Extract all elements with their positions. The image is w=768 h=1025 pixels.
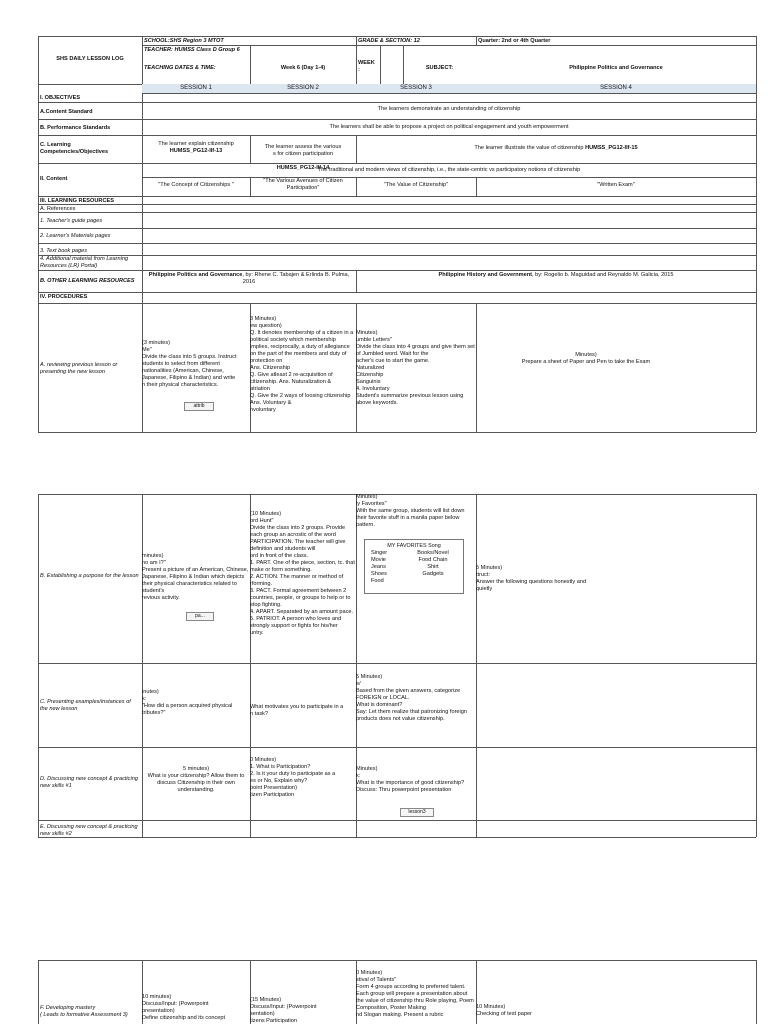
other-right-rest: , by: Rogelio b. Maguidad and Reynaldo M. Galicia, 2015: [532, 272, 674, 278]
favorites-item: Shirt: [427, 564, 439, 570]
other-resources-left: [142, 272, 356, 290]
procedure-f-s1: 10 minutes) Discuss/Input: (Powerpoint presentation) Define citizenship and its concept: [142, 994, 226, 1021]
textbook-label: 3. Text book pages: [40, 248, 88, 254]
procedure-d-s3: Minutes) k: What is the importance of good citizenship? Discuss: Thru powerpoint presentation: [356, 766, 465, 793]
procedure-b-s1: minutes) no am I?" Present a picture of an American, Chinese, Japanese, Filipino & Indian which depicts their physical characteristics related to student's revious activity.: [142, 553, 249, 601]
other-left-rest: , by: Rhene C. Tabajen & Erlinda B. Pulma, 2016: [242, 272, 350, 285]
favorites-col2: [405, 550, 461, 578]
learners-materials-label: 2. Learner's Materials pages: [40, 233, 111, 239]
favorites-item: Books/Novel: [417, 550, 449, 556]
procedure-b-label: B. Establishing a purpose for the lesson: [40, 573, 139, 579]
competency-s1-text: The learner explain citizenship: [158, 141, 234, 147]
session-3-header: SESSION 3: [356, 84, 476, 93]
procedure-b-s2: (10 Minutes) ord Hunt" Divide the class into 2 groups. Provide each group an acrostic of the word PARTICIPATION. The teacher will give definition and students will ord in front of the class. 1. PART. One of the piece, section, tc. that make or form something. 2. ACTION. The manner or method of rforming. 3. PACT. Formal agreement between 2 countries, people, or groups to help or to stop fighting. 4. APART. Separated by an amount pace. 5. PATRIOT. A person who loves and strongly support or fights for his/her untry.: [250, 511, 355, 636]
competency-s1: [142, 141, 250, 159]
resources-heading: III. LEARNING RESOURCES: [40, 198, 114, 204]
content-s1: "The Concept of Citizenships ": [158, 182, 234, 188]
other-right-title: Philippine History and Government: [438, 272, 533, 278]
competency-s3-text: The learner illustrate the value of citizenship: [474, 145, 584, 151]
other-left-title: Philippine Politics and Governance: [148, 272, 243, 278]
competency-s2: [250, 137, 356, 171]
content-s4: "Written Exam": [597, 182, 635, 188]
competency-s1-code: HUMSS_PG12-IIf-13: [169, 148, 223, 154]
content-overview: The traditional and modern views of citizenship, i.e., the state-centric vs participatory notions of citizenship: [317, 167, 581, 173]
dates-value: Week 6 (Day 1-4): [280, 65, 326, 71]
session-4-header: SESSION 4: [476, 84, 756, 93]
favorites-title: MY FAVORITES Song: [387, 543, 441, 549]
subject-value: Philippine Politics and Governance: [569, 65, 663, 71]
content-label: II. Content: [40, 176, 68, 182]
procedure-b-s4: 5 Minutes) ttruct: Answer the following questions honestly and quietly: [476, 565, 587, 592]
competency-label: C. Learning Competencies/Objectives: [40, 142, 109, 155]
competency-s3: [356, 145, 756, 155]
procedure-d-label: D. Discussing new concept & practicing new skills #1: [40, 776, 138, 789]
content-standard-value: The learners demonstrate an understanding of citizenship: [377, 106, 521, 112]
favorites-box: [364, 539, 464, 594]
competency-s3-code: HUMSS_PG12-IIf-15: [585, 145, 638, 151]
week-label: WEEK :: [358, 60, 375, 73]
other-resources-right: [356, 272, 756, 290]
favorites-item: Movie: [371, 557, 386, 563]
content-standard-label: A.Content Standard: [40, 109, 93, 115]
procedure-f-s3: 0 Minutes) stival of Talents" Form 4 groups according to preferred talent. Each group will prepare a presentation about the value of citizenship thru Role playing, Poem Composition, Poster Making nd Slogan making. Present a rubric: [356, 970, 474, 1018]
lesson3-button[interactable]: lesson3: [400, 808, 434, 817]
competency-s2-code: HUMSS_PG12-IIf-14: [276, 165, 330, 171]
performance-standard-label: B. Performance Standards: [40, 125, 111, 131]
procedure-a-label: A. reviewing previous lesson or presenting the new lesson: [40, 362, 118, 375]
favorites-item: Singer: [371, 550, 388, 556]
subject-label: SUBJECT:: [425, 65, 454, 71]
procedure-f-s4: 10 Minutes) Checking of test paper: [476, 1004, 532, 1017]
objectives-heading: I. OBJECTIVES: [40, 95, 81, 101]
performance-standard-value: The learners shall be able to propose a project on political engagement and youth empowerment: [329, 124, 569, 130]
competency-s2-text: The learner assess the various s for citizen participation: [264, 144, 342, 157]
procedure-e-label: E. Discussing new concept & practicing new skills #2: [40, 824, 138, 837]
procedure-d-s1: 5 minutes) What is your citizenship? Allow them to discuss Citizenship in their own understanding.: [147, 766, 245, 793]
quarter-field: Quarter: 2nd or 4th Quarter: [478, 38, 551, 44]
attrib-button[interactable]: attrib: [184, 402, 214, 411]
teacher-field: TEACHER: HUMSS Class D Group 6: [144, 47, 240, 53]
procedure-c-s2: What motivates you to participate in a n task?: [250, 704, 344, 717]
session-1-header: SESSION 1: [142, 84, 250, 93]
procedure-f-label: F. Developing mastery ( Leads to formative Assessment 3): [40, 1005, 128, 1018]
favorites-item: Food: [371, 578, 384, 584]
procedure-a-s1: (3 minutes) Me" Divide the class into 5 groups. Instruct students to select from different nationalities (American, Chinese, Japanese, Filipino & Indian) and write n their physical characteristics.: [142, 340, 237, 388]
other-resources-label: B. OTHER LEARNING RESOURCES: [40, 278, 135, 284]
school-field: SCHOOL:SHS Region 3 MTOT: [144, 38, 224, 44]
content-s3: "The Value of Citizenship": [383, 182, 449, 188]
procedure-a-s3: Minutes) umble Letters" Divide the class into 4 groups and give them set of Jumbled word. Wait for the acher's cue to start the game. Naturalized Citizenship Sanguinis 4. Involuntary Student's summarize previous lesson using above keywords.: [356, 330, 475, 406]
favorites-item: Shoes: [371, 571, 387, 577]
log-title: SHS DAILY LESSON LOG: [56, 56, 124, 62]
procedure-c-label: C. Presenting examples/instances of the new lesson: [40, 699, 131, 712]
procedure-a-s4: Minutes) Prepare a sheet of Paper and Pen to take the Exam: [521, 352, 651, 365]
procedure-d-s2: 0 Minutes) 1. What is Participation? 2. Is it your duty to participate as a es or No, Explain why? point Presentation) tizen Participation: [250, 757, 336, 798]
references-label: A. References: [40, 206, 76, 212]
favorites-item: Gadgets: [422, 571, 444, 577]
teachers-guide-label: 1. Teacher's guide pages: [40, 218, 103, 224]
pa-button[interactable]: pa...: [186, 612, 214, 621]
dates-label: TEACHING DATES & TIME:: [144, 65, 216, 71]
content-s2: "The Various Avenues of Citizen Participation": [263, 178, 343, 191]
additional-material-label: 4. Additional material from Learning Resources (LR) Portal): [40, 256, 129, 269]
favorites-col1: [371, 550, 401, 585]
procedure-c-s3: 5 Minutes) e/ Based from the given answers, categorize FOREIGN or LOCAL. What is dominant? Say: Let them realize that patronizing foreign products does not value citizenship.: [356, 674, 468, 722]
procedures-heading: IV. PROCEDURES: [40, 294, 88, 300]
favorites-item: Jeans: [371, 564, 386, 570]
procedure-b-s3: Minutes) ly Favorites" With the same group, students will list down their favorite stuff in a manila paper below pattern.: [356, 494, 465, 528]
procedure-c-s1: inutes) k: "How did a person acquired physical tributes?": [142, 689, 233, 716]
procedure-a-s2: 3 Minutes) ew question) Q. It denotes membership of a citizen in a political society which membership implies, reciprocally, a duty of allegiance on the part of the members and duty of protection on Ans. Citizenship Q. Give atleast 2 re-acquisition of citizenship. Ans. Naturalization & atriation Q. Give the 2 ways of loosing citizenship Ans. Voluntary & nvoluntary: [250, 316, 354, 413]
favorites-item: Food Chain: [418, 557, 448, 563]
grade-section-field: GRADE & SECTION: 12: [358, 38, 420, 44]
session-2-header: SESSION 2: [250, 84, 356, 93]
procedure-f-s2: (15 Minutes) Discuss/Input: (Powerpoint sentation) tizens Participation: [250, 997, 317, 1024]
